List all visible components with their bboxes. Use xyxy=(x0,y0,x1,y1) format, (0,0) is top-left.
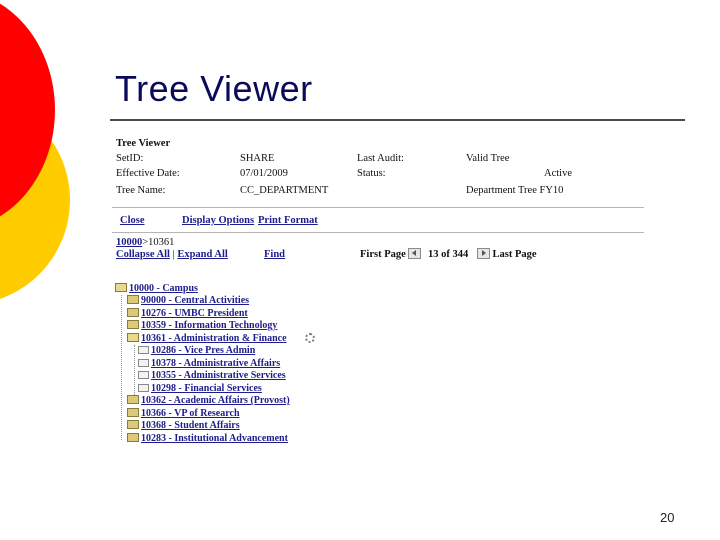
tree-leaf[interactable] xyxy=(138,370,286,382)
folder-open-icon[interactable] xyxy=(127,333,139,342)
folder-icon[interactable] xyxy=(127,420,139,429)
leaf-icon xyxy=(138,384,149,392)
tree-actions xyxy=(116,249,228,260)
folder-icon[interactable] xyxy=(127,320,139,329)
tree-node-label[interactable]: 10355 - Administrative Services xyxy=(151,370,286,381)
folder-icon[interactable] xyxy=(127,408,139,417)
tree-viewer-screenshot xyxy=(112,135,647,455)
divider xyxy=(112,207,644,208)
folder-open-icon[interactable] xyxy=(115,283,127,292)
page-status: 13 of 344 xyxy=(428,249,469,260)
first-page-label: First Page xyxy=(360,249,406,260)
slide-page-number: 20 xyxy=(660,510,675,525)
leaf-icon xyxy=(138,359,149,367)
tree-node-label[interactable]: 10378 - Administrative Affairs xyxy=(151,358,281,369)
tree-node-label[interactable]: 10361 - Administration & Finance xyxy=(141,333,287,344)
tree-node[interactable] xyxy=(127,408,240,420)
last-page-label: Last Page xyxy=(492,249,537,260)
tree-connector xyxy=(121,295,122,440)
tree-node[interactable] xyxy=(127,420,240,432)
tree-node[interactable] xyxy=(127,295,249,307)
find-link[interactable]: Find xyxy=(264,249,286,260)
effective-date-label: Effective Date: xyxy=(116,168,180,179)
status-value: Active xyxy=(544,168,572,179)
status-label: Status: xyxy=(357,168,386,179)
tree-node-label[interactable]: 10366 - VP of Research xyxy=(141,408,240,419)
close-link[interactable]: Close xyxy=(120,215,145,226)
tree-node-label[interactable]: 10283 - Institutional Advancement xyxy=(141,433,288,444)
tree-node-label[interactable]: 10362 - Academic Affairs (Provost) xyxy=(141,395,290,406)
leaf-icon xyxy=(138,371,149,379)
tree-node[interactable] xyxy=(127,433,288,445)
print-format-link[interactable]: Print Format xyxy=(258,215,318,226)
folder-icon[interactable] xyxy=(127,308,139,317)
tree-node[interactable] xyxy=(127,308,248,320)
tree-node-label[interactable]: 90000 - Central Activities xyxy=(141,295,250,306)
previous-page-icon[interactable] xyxy=(408,248,421,259)
expand-all-link[interactable]: Expand All xyxy=(177,249,228,260)
tree-name-label: Tree Name: xyxy=(116,185,166,196)
tree-node-label[interactable]: 10276 - UMBC President xyxy=(141,308,248,319)
setid-label: SetID: xyxy=(116,153,144,164)
breadcrumb-root-link[interactable]: 10000 xyxy=(116,237,143,248)
tree-connector xyxy=(134,345,135,395)
tree-leaf[interactable] xyxy=(138,358,280,370)
tree-node-label[interactable]: 10359 - Information Technology xyxy=(141,320,278,331)
tree-node[interactable] xyxy=(127,320,277,332)
divider xyxy=(112,232,644,233)
breadcrumb xyxy=(116,237,174,248)
tree-node-label[interactable]: 10286 - Vice Pres Admin xyxy=(151,345,256,356)
collapse-all-link[interactable]: Collapse All xyxy=(116,249,170,260)
display-options-link[interactable]: Display Options xyxy=(182,215,255,226)
breadcrumb-current: >10361 xyxy=(142,237,175,248)
last-audit-value: Valid Tree xyxy=(466,153,510,164)
tree-leaf[interactable] xyxy=(138,383,262,395)
tree-node-label[interactable]: 10000 - Campus xyxy=(129,283,198,294)
tree-node-expanded[interactable] xyxy=(127,333,287,345)
page-heading: Tree Viewer xyxy=(116,138,171,149)
next-page-icon[interactable] xyxy=(477,248,490,259)
folder-icon[interactable] xyxy=(127,433,139,442)
tree-name-value: CC_DEPARTMENT xyxy=(240,185,329,196)
tree-description: Department Tree FY10 xyxy=(466,185,564,196)
tree-node[interactable] xyxy=(127,395,290,407)
tree-leaf[interactable] xyxy=(138,345,255,357)
folder-icon[interactable] xyxy=(127,295,139,304)
tree-node-label[interactable]: 10298 - Financial Services xyxy=(151,383,262,394)
tree-node-label[interactable]: 10368 - Student Affairs xyxy=(141,420,240,431)
setid-value: SHARE xyxy=(240,153,275,164)
pager xyxy=(360,249,537,260)
title-divider xyxy=(110,119,685,121)
separator: | xyxy=(172,249,175,260)
leaf-icon xyxy=(138,346,149,354)
last-audit-label: Last Audit: xyxy=(357,153,404,164)
effective-date-value: 07/01/2009 xyxy=(240,168,288,179)
gear-icon[interactable] xyxy=(305,333,315,343)
slide-title: Tree Viewer xyxy=(115,68,313,109)
folder-icon[interactable] xyxy=(127,395,139,404)
tree-node-root[interactable] xyxy=(115,283,198,295)
